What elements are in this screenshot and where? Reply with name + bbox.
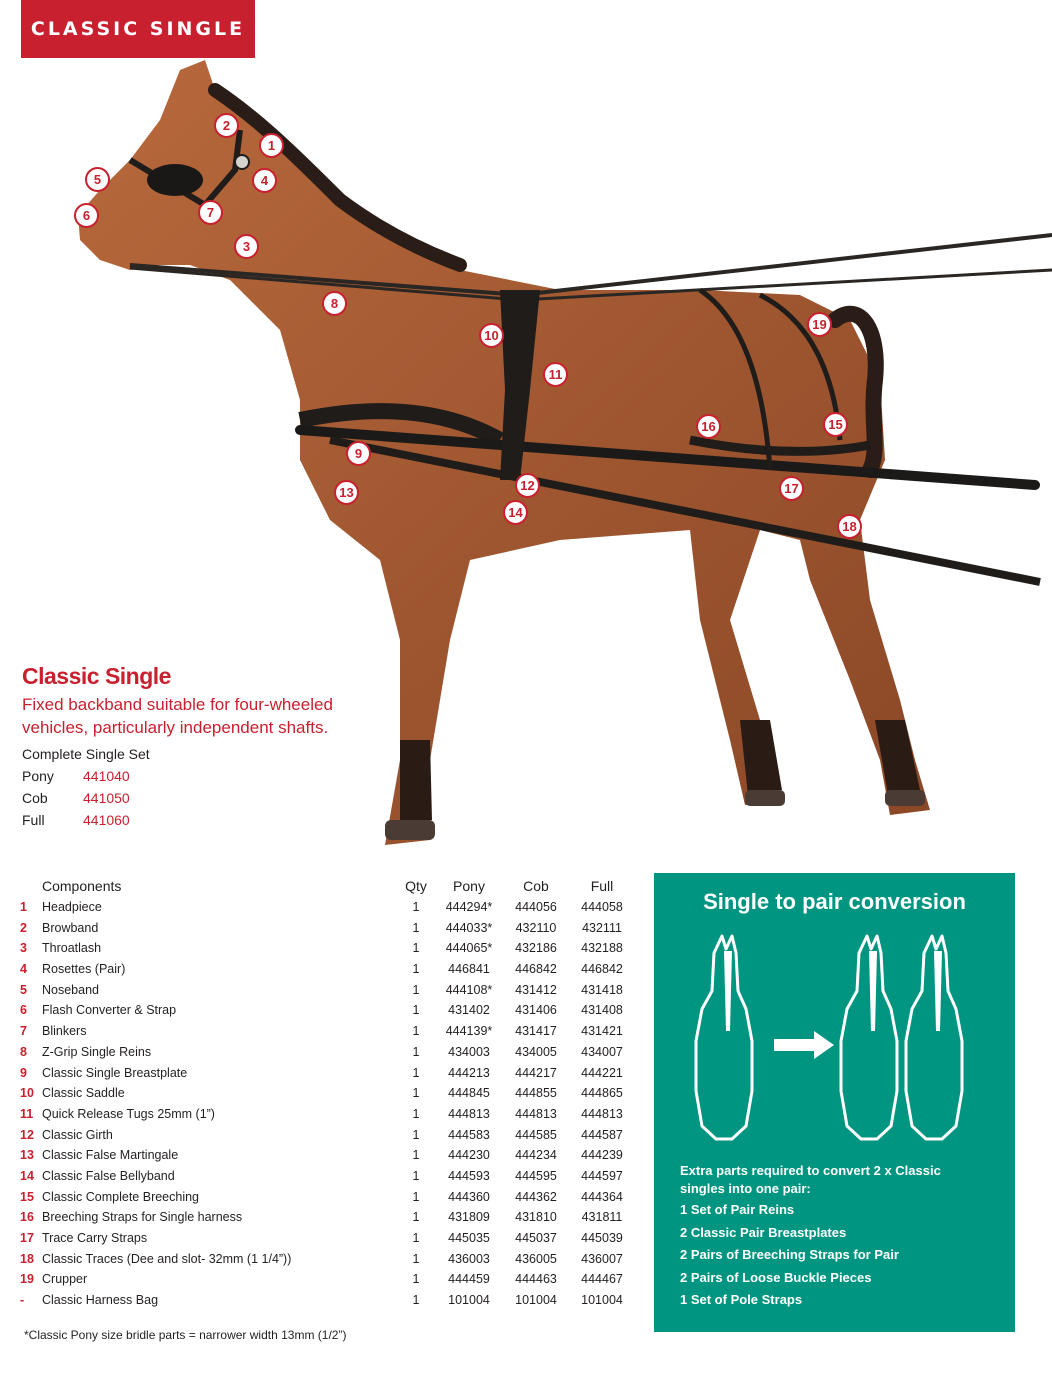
component-number: 2: [20, 920, 27, 935]
set-size: Cob: [22, 790, 48, 806]
callout-15: 15: [823, 412, 848, 437]
footnote: *Classic Pony size bridle parts = narrower width 13mm (1/2”): [24, 1328, 347, 1342]
table-row: [20, 1126, 630, 1147]
table-row: [20, 939, 630, 960]
callout-13: 13: [334, 480, 359, 505]
component-name: Quick Release Tugs 25mm (1”): [42, 1106, 215, 1121]
pony-code: 444593: [448, 1168, 490, 1183]
component-qty: 1: [412, 1127, 420, 1142]
component-qty: 1: [412, 1293, 420, 1308]
callout-16: 16: [696, 414, 721, 439]
component-name: Browband: [42, 920, 99, 935]
component-name: Classic Traces (Dee and slot- 32mm (1 1/4”)): [42, 1251, 292, 1266]
conversion-item: 1 Set of Pole Straps: [680, 1292, 803, 1307]
header-full: Full: [590, 878, 614, 894]
pony-code: 431809: [448, 1210, 490, 1225]
table-row: [20, 1105, 630, 1126]
cob-code: 444585: [515, 1127, 557, 1142]
component-number: 19: [20, 1272, 34, 1287]
component-name: Classic False Martingale: [42, 1148, 179, 1163]
cob-code: 431406: [515, 1003, 557, 1018]
callout-18: 18: [837, 514, 862, 539]
component-number: 1: [20, 900, 27, 914]
full-code: 431418: [581, 982, 623, 997]
cob-code: 431412: [515, 982, 557, 997]
single-horse-outline: [696, 936, 752, 1139]
header-components: Components: [42, 878, 122, 894]
full-code: 444597: [581, 1168, 623, 1183]
component-name: Classic Single Breastplate: [42, 1065, 188, 1080]
full-code: 431408: [581, 1003, 623, 1018]
conversion-intro: Extra parts required to convert 2 x Classic singles into one pair:: [680, 1163, 941, 1196]
component-qty: 1: [412, 1003, 420, 1018]
component-name: Rosettes (Pair): [42, 962, 126, 977]
callout-6: 6: [74, 203, 99, 228]
table-body: [20, 898, 630, 1312]
set-code: 441050: [83, 790, 130, 806]
conversion-item: 2 Pairs of Breeching Straps for Pair: [680, 1247, 899, 1262]
full-code: 444058: [581, 900, 623, 914]
set-row: [22, 768, 130, 784]
component-number: 17: [20, 1231, 34, 1245]
component-qty: 1: [412, 941, 420, 956]
table-row: [20, 1084, 630, 1105]
component-name: Breeching Straps for Single harness: [42, 1210, 243, 1225]
component-number: 10: [20, 1086, 34, 1101]
component-name: Trace Carry Straps: [42, 1231, 148, 1245]
set-size: Pony: [22, 768, 54, 784]
callout-9: 9: [346, 441, 371, 466]
pony-code: 444033*: [445, 920, 493, 935]
header-pony: Pony: [453, 878, 485, 894]
product-description: Fixed backband suitable for four-wheeled vehicles, particularly independent shafts.: [22, 695, 333, 737]
table-row: [20, 1270, 630, 1291]
table-row: [20, 1043, 630, 1064]
component-number: 14: [20, 1168, 34, 1183]
conversion-panel: [654, 873, 1015, 1332]
pony-code: 445035: [448, 1231, 490, 1245]
table-row: [20, 898, 630, 919]
table-row: [20, 960, 630, 981]
set-code: 441040: [83, 768, 130, 784]
component-qty: 1: [412, 1168, 420, 1183]
header-cob: Cob: [523, 878, 549, 894]
callout-3: 3: [234, 234, 259, 259]
component-number: -: [20, 1293, 25, 1308]
table-row: [20, 1064, 630, 1085]
component-number: 3: [20, 941, 27, 956]
pony-code: 444845: [448, 1086, 490, 1101]
full-code: 446842: [581, 962, 623, 977]
component-qty: 1: [412, 962, 420, 977]
table-row: [20, 1229, 630, 1250]
component-name: Classic Saddle: [42, 1086, 125, 1101]
component-number: 9: [20, 1065, 27, 1080]
full-code: 101004: [581, 1293, 623, 1308]
full-code: 432188: [581, 941, 623, 956]
cob-code: 444362: [515, 1189, 557, 1204]
callout-19: 19: [807, 312, 832, 337]
cob-code: 446842: [515, 962, 557, 977]
component-number: 7: [20, 1024, 27, 1039]
table-row: [20, 1022, 630, 1043]
component-qty: 1: [412, 1251, 420, 1266]
component-number: 15: [20, 1189, 34, 1204]
component-name: Z-Grip Single Reins: [42, 1044, 152, 1059]
full-code: 444239: [581, 1148, 623, 1163]
conversion-item: 2 Classic Pair Breastplates: [680, 1225, 847, 1240]
table-row: [20, 1146, 630, 1167]
table-row: [20, 1188, 630, 1209]
callout-11: 11: [543, 362, 568, 387]
banner-label: CLASSIC SINGLE: [30, 18, 246, 40]
cob-code: 432110: [515, 920, 557, 935]
set-size: Full: [22, 812, 45, 828]
cob-code: 436005: [515, 1251, 557, 1266]
full-code: 434007: [581, 1044, 623, 1059]
pony-code: 444213: [448, 1065, 490, 1080]
pony-code: 444065*: [445, 941, 493, 956]
component-name: Throatlash: [42, 941, 102, 956]
conversion-item: 1 Set of Pair Reins: [680, 1202, 795, 1217]
cob-code: 434005: [515, 1044, 557, 1059]
component-name: Headpiece: [42, 900, 102, 914]
pony-code: 444294*: [445, 900, 493, 914]
callout-10: 10: [479, 323, 504, 348]
component-name: Classic Complete Breeching: [42, 1189, 200, 1204]
cob-code: 431417: [515, 1024, 557, 1039]
cob-code: 431810: [515, 1210, 557, 1225]
table-row: [20, 1291, 630, 1312]
pony-code: 444459: [448, 1272, 490, 1287]
full-code: 444813: [581, 1106, 623, 1121]
pony-code: 444813: [448, 1106, 490, 1121]
set-row: [22, 790, 130, 806]
conversion-title: Single to pair conversion: [703, 889, 966, 914]
full-code: 436007: [581, 1251, 623, 1266]
cob-code: 444813: [515, 1106, 557, 1121]
table-header: [20, 876, 630, 898]
full-code: 431421: [581, 1024, 623, 1039]
full-code: 444467: [581, 1272, 623, 1287]
component-name: Crupper: [42, 1272, 88, 1287]
component-qty: 1: [412, 1189, 420, 1204]
components-table: [20, 876, 630, 1312]
set-code: 441060: [83, 812, 130, 828]
component-number: 6: [20, 1003, 27, 1018]
full-code: 432111: [582, 920, 622, 935]
cob-code: 444595: [515, 1168, 557, 1183]
conversion-item: 2 Pairs of Loose Buckle Pieces: [680, 1270, 872, 1285]
callout-7: 7: [198, 200, 223, 225]
component-number: 11: [20, 1106, 34, 1121]
callout-2: 2: [214, 113, 239, 138]
full-code: 444587: [581, 1127, 623, 1142]
component-name: Classic False Bellyband: [42, 1168, 175, 1183]
cob-code: 444234: [515, 1148, 557, 1163]
component-qty: 1: [412, 1210, 420, 1225]
product-title: Classic Single: [22, 663, 171, 689]
full-code: 431811: [581, 1210, 623, 1225]
component-qty: 1: [412, 1106, 420, 1121]
pony-code: 434003: [448, 1044, 490, 1059]
callout-14: 14: [503, 500, 528, 525]
pony-code: 444139*: [445, 1024, 493, 1039]
full-code: 444865: [581, 1086, 623, 1101]
component-qty: 1: [412, 982, 420, 997]
cob-code: 444056: [515, 900, 557, 914]
component-qty: 1: [412, 920, 420, 935]
pony-code: 444360: [448, 1189, 490, 1204]
full-code: 444221: [581, 1065, 623, 1080]
arrow-right-icon: [774, 1031, 834, 1059]
component-name: Noseband: [42, 982, 99, 997]
component-qty: 1: [412, 1024, 420, 1039]
component-qty: 1: [412, 1086, 420, 1101]
callout-5: 5: [85, 167, 110, 192]
table-row: [20, 1250, 630, 1271]
pair-horse-right-outline: [906, 936, 962, 1139]
component-number: 16: [20, 1210, 34, 1225]
pair-horse-left-outline: [841, 936, 897, 1139]
pony-code: 431402: [448, 1003, 490, 1018]
cob-code: 432186: [515, 941, 557, 956]
cob-code: 101004: [515, 1293, 557, 1308]
component-number: 8: [20, 1044, 27, 1059]
table-row: [20, 1001, 630, 1022]
set-title: Complete Single Set: [22, 746, 150, 762]
callout-17: 17: [779, 476, 804, 501]
table-row: [20, 981, 630, 1002]
callout-12: 12: [515, 473, 540, 498]
component-number: 12: [20, 1127, 34, 1142]
component-number: 18: [20, 1251, 34, 1266]
callout-4: 4: [252, 168, 277, 193]
full-code: 445039: [581, 1231, 623, 1245]
component-name: Flash Converter & Strap: [42, 1003, 177, 1018]
pony-code: 436003: [448, 1251, 490, 1266]
component-qty: 1: [412, 1148, 420, 1163]
pony-code: 446841: [448, 962, 490, 977]
pony-code: 444583: [448, 1127, 490, 1142]
callout-1: 1: [259, 133, 284, 158]
component-number: 13: [20, 1148, 34, 1163]
component-number: 4: [20, 962, 27, 977]
pony-code: 101004: [448, 1293, 490, 1308]
component-name: Classic Girth: [42, 1127, 113, 1142]
cob-code: 444855: [515, 1086, 557, 1101]
component-qty: 1: [412, 900, 420, 914]
pony-code: 444230: [448, 1148, 490, 1163]
component-qty: 1: [412, 1231, 420, 1245]
component-name: Classic Harness Bag: [42, 1293, 159, 1308]
component-qty: 1: [412, 1044, 420, 1059]
pony-code: 444108*: [445, 982, 493, 997]
component-qty: 1: [412, 1065, 420, 1080]
component-name: Blinkers: [42, 1024, 87, 1039]
header-qty: Qty: [405, 878, 427, 894]
cob-code: 445037: [515, 1231, 557, 1245]
callout-8: 8: [322, 291, 347, 316]
set-row: [22, 812, 130, 828]
component-number: 5: [20, 982, 27, 997]
table-row: [20, 919, 630, 940]
table-row: [20, 1208, 630, 1229]
component-qty: 1: [412, 1272, 420, 1287]
cob-code: 444463: [515, 1272, 557, 1287]
table-row: [20, 1167, 630, 1188]
cob-code: 444217: [515, 1065, 557, 1080]
horse-pair-diagram: [694, 931, 994, 1146]
full-code: 444364: [581, 1189, 623, 1204]
